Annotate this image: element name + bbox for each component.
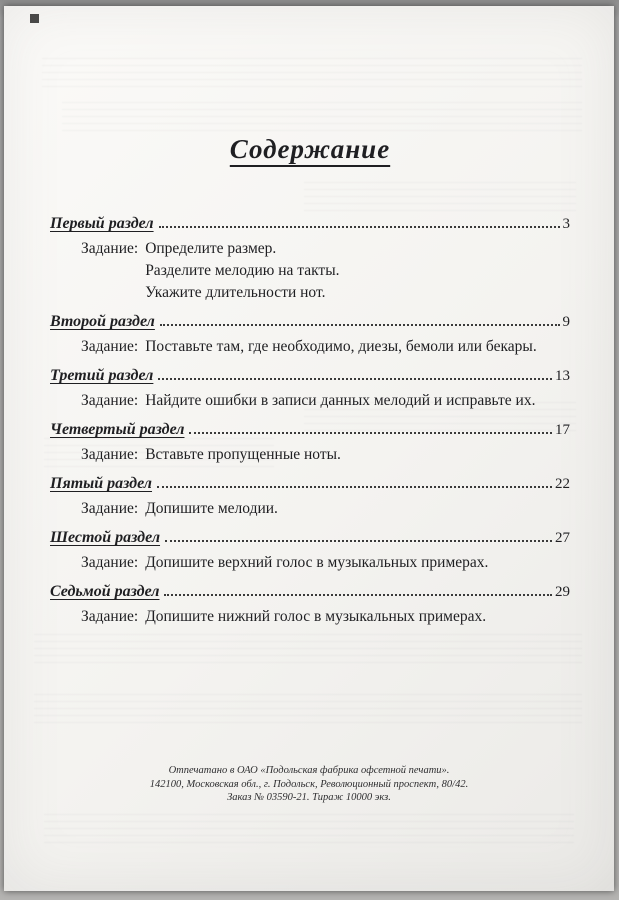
imprint-line: Заказ № 03590-21. Тираж 10000 экз. — [227, 792, 391, 804]
task-label: Задание: — [81, 608, 139, 625]
task-text: Разделите мелодию на такты. — [145, 262, 340, 279]
section-title: Первый раздел — [50, 215, 154, 232]
toc-entry — [50, 583, 570, 628]
toc-entry — [50, 475, 570, 520]
toc-line — [50, 421, 570, 439]
task-label: Задание: — [81, 446, 139, 463]
task-block — [50, 498, 570, 520]
toc-line — [50, 475, 570, 493]
page-number: 27 — [555, 530, 570, 546]
toc-content — [4, 134, 614, 628]
toc-line — [50, 583, 570, 601]
dot-leader — [160, 323, 560, 326]
section-title: Четвертый раздел — [50, 421, 185, 438]
section-title: Второй раздел — [50, 313, 155, 330]
toc-entry — [50, 367, 570, 412]
task-lines — [145, 390, 535, 412]
dot-leader — [165, 539, 552, 542]
toc-entry — [50, 313, 570, 358]
page-number: 3 — [562, 216, 570, 232]
task-text: Определите размер. — [145, 240, 277, 257]
task-text: Допишите мелодии. — [145, 500, 278, 517]
section-title: Пятый раздел — [50, 475, 153, 492]
bleedthrough-staff — [44, 814, 574, 844]
bleedthrough-staff — [34, 634, 582, 666]
task-block — [50, 552, 570, 574]
dot-leader — [159, 225, 560, 228]
bleedthrough-staff — [42, 58, 582, 90]
task-text: Укажите длительности нот. — [145, 284, 326, 301]
task-block — [50, 444, 570, 466]
section-title: Шестой раздел — [50, 529, 161, 546]
print-imprint — [4, 764, 614, 805]
scanned-page — [4, 6, 614, 891]
task-lines — [145, 238, 339, 304]
page-number: 17 — [555, 422, 570, 438]
task-block — [50, 390, 570, 412]
imprint-line: Отпечатано в ОАО «Подольская фабрика офсетной печати». — [168, 765, 450, 777]
section-title: Третий раздел — [50, 367, 154, 384]
task-block — [50, 238, 570, 304]
task-text: Поставьте там, где необходимо, диезы, бемоли или бекары. — [145, 338, 537, 355]
task-lines — [145, 336, 537, 358]
toc-line — [50, 313, 570, 331]
page-number: 29 — [555, 584, 570, 600]
page-number: 9 — [562, 314, 570, 330]
task-text: Допишите нижний голос в музыкальных примерах. — [145, 608, 487, 625]
section-title: Седьмой раздел — [50, 583, 160, 600]
bleedthrough-staff — [34, 694, 582, 724]
dot-leader — [164, 593, 552, 596]
task-block — [50, 606, 570, 628]
task-label: Задание: — [81, 500, 139, 517]
task-label: Задание: — [81, 240, 139, 257]
toc-line — [50, 529, 570, 547]
page-title: Содержание — [229, 134, 391, 164]
task-text: Найдите ошибки в записи данных мелодий и исправьте их. — [145, 392, 536, 409]
task-text: Допишите верхний голос в музыкальных примерах. — [145, 554, 489, 571]
page-number: 13 — [555, 368, 570, 384]
task-lines — [145, 498, 278, 520]
toc-entry — [50, 215, 570, 304]
task-label: Задание: — [81, 554, 139, 571]
dot-leader — [158, 377, 552, 380]
dot-leader — [189, 431, 552, 434]
toc-line — [50, 367, 570, 385]
bleedthrough-staff — [62, 102, 582, 132]
toc-entry — [50, 421, 570, 466]
imprint-line: 142100, Московская обл., г. Подольск, Революционный проспект, 80/42. — [149, 778, 469, 790]
toc-entry — [50, 529, 570, 574]
dot-leader — [157, 485, 552, 488]
scan-corner-mark — [30, 14, 39, 23]
task-lines — [145, 552, 488, 574]
toc-line — [50, 215, 570, 233]
task-text: Вставьте пропущенные ноты. — [145, 446, 341, 463]
task-lines — [145, 606, 486, 628]
task-block — [50, 336, 570, 358]
task-lines — [145, 444, 341, 466]
task-label: Задание: — [81, 392, 139, 409]
page-number: 22 — [555, 476, 570, 492]
task-label: Задание: — [81, 338, 139, 355]
